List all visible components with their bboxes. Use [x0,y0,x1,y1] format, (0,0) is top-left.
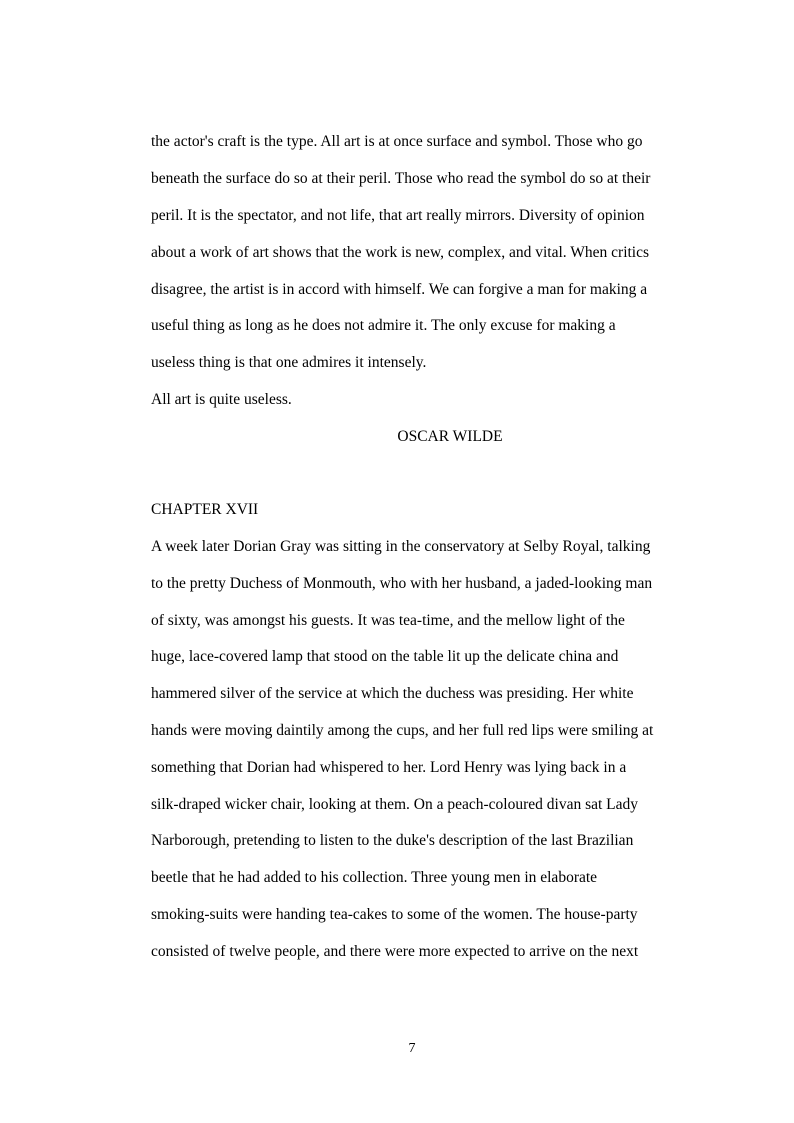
epigraph-line: disagree, the artist is in accord with himself. We can forgive a man for making a [151,281,648,298]
chapter-line: silk-draped wicker chair, looking at them. On a peach-coloured divan sat Lady [151,796,639,813]
chapter-heading: CHAPTER XVII [151,501,259,518]
chapter-line: smoking-suits were handing tea-cakes to some of the women. The house-party [151,906,638,923]
chapter-line: A week later Dorian Gray was sitting in the conservatory at Selby Royal, talking [151,538,651,555]
epigraph-line: about a work of art shows that the work is new, complex, and vital. When critics [151,244,650,261]
chapter-line: consisted of twelve people, and there were more expected to arrive on the next [151,943,639,960]
chapter-line: something that Dorian had whispered to her. Lord Henry was lying back in a [151,759,627,776]
chapter-line: of sixty, was amongst his guests. It was tea-time, and the mellow light of the [151,612,625,629]
chapter-line: hands were moving daintily among the cups, and her full red lips were smiling at [151,722,654,739]
chapter-line: hammered silver of the service at which the duchess was presiding. Her white [151,685,634,702]
chapter-line: Narborough, pretending to listen to the duke's description of the last Brazilian [151,832,634,849]
epigraph-closing: All art is quite useless. [151,391,292,408]
chapter-line: to the pretty Duchess of Monmouth, who with her husband, a jaded-looking man [151,575,653,592]
epigraph-line: peril. It is the spectator, and not life, that art really mirrors. Diversity of opinion [151,207,645,224]
chapter-line: huge, lace-covered lamp that stood on the table lit up the delicate china and [151,648,619,665]
epigraph-line: useless thing is that one admires it intensely. [151,354,427,371]
epigraph-line: beneath the surface do so at their peril. Those who read the symbol do so at their [151,170,651,187]
epigraph-author: OSCAR WILDE [397,428,503,445]
chapter-line: beetle that he had added to his collection. Three young men in elaborate [151,869,598,886]
epigraph-line: the actor's craft is the type. All art is at once surface and symbol. Those who go [151,133,643,150]
epigraph-line: useful thing as long as he does not admire it. The only excuse for making a [151,317,616,334]
page-number: 7 [408,1041,416,1056]
